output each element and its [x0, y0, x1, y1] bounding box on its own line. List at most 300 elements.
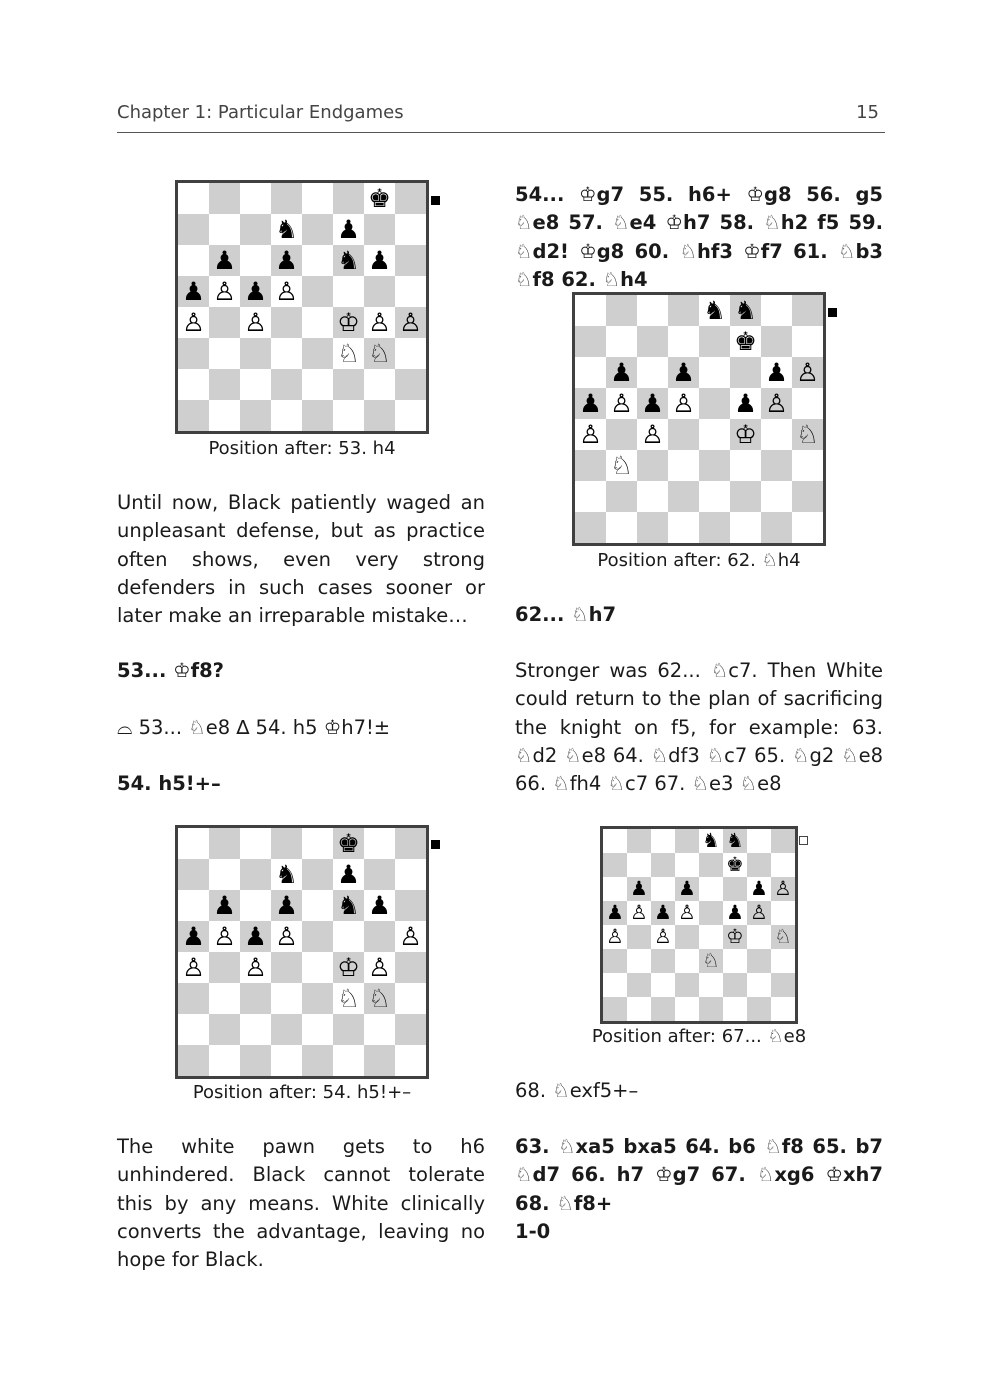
board-square-c1 [240, 400, 271, 431]
black-pawn-icon: ♟ [765, 356, 788, 387]
board-square-b4 [627, 925, 651, 949]
board-square-d4 [668, 419, 699, 450]
board-square-f7 [333, 214, 364, 245]
move-line: 53... ♔f8? [117, 659, 224, 682]
white-pawn-icon: ♙ [399, 920, 422, 951]
board-square-d6 [675, 877, 699, 901]
board-square-e7 [699, 853, 723, 877]
board-square-g4 [364, 952, 395, 983]
board-square-b6 [209, 245, 240, 276]
page-number: 15 [856, 102, 879, 123]
board-square-d8 [675, 829, 699, 853]
board-square-b5 [606, 388, 637, 419]
board-square-e3 [699, 450, 730, 481]
board-square-a3 [178, 338, 209, 369]
board-square-b2 [209, 1014, 240, 1045]
white-knight-icon: ♘ [337, 337, 360, 368]
paragraph: Stronger was 62... ♘c7. Then White could return to the plan of sacrificing the knight on f5, for example: 63. ♘d2 ♘e8 64. ♘df3 ♘c7 65. ♘g2 ♘e8 66. ♘fh4 ♘c7 67. ♘e3 ♘e8 [515, 659, 883, 796]
white-king-icon: ♔ [726, 925, 744, 949]
board-square-g1 [364, 400, 395, 431]
board-square-g7 [761, 326, 792, 357]
board-square-g6 [364, 890, 395, 921]
board-square-e1 [302, 400, 333, 431]
board-square-e7 [699, 326, 730, 357]
board-square-d8 [271, 183, 302, 214]
board-square-d4 [271, 307, 302, 338]
move-line: 62... ♘h7 [515, 603, 617, 626]
board-square-e8 [302, 183, 333, 214]
board-square-g1 [747, 997, 771, 1021]
board-square-c8 [637, 295, 668, 326]
board-square-a3 [603, 949, 627, 973]
board-square-g6 [364, 245, 395, 276]
board-square-a3 [575, 450, 606, 481]
board-square-c5 [240, 921, 271, 952]
board-square-b2 [606, 481, 637, 512]
board-square-e5 [699, 388, 730, 419]
white-knight-icon: ♘ [337, 982, 360, 1013]
board-square-c6 [651, 877, 675, 901]
black-knight-icon: ♞ [337, 889, 360, 920]
white-pawn-icon: ♙ [275, 275, 298, 306]
board-square-a8 [178, 828, 209, 859]
black-pawn-icon: ♟ [734, 387, 757, 418]
board-square-g8 [761, 295, 792, 326]
board-square-h1 [395, 1045, 426, 1076]
board-square-f5 [333, 921, 364, 952]
black-to-move-indicator [431, 840, 440, 849]
board-square-g3 [364, 338, 395, 369]
white-pawn-icon: ♙ [368, 951, 391, 982]
board-square-h6 [771, 877, 795, 901]
white-pawn-icon: ♙ [399, 306, 422, 337]
black-pawn-icon: ♟ [182, 920, 205, 951]
board-square-f8 [333, 828, 364, 859]
black-to-move-indicator [828, 308, 837, 317]
board-square-h8 [792, 295, 823, 326]
board-square-d7 [271, 859, 302, 890]
board-square-b8 [606, 295, 637, 326]
board-square-d3 [668, 450, 699, 481]
board-square-f4 [333, 307, 364, 338]
white-knight-icon: ♘ [702, 949, 720, 973]
board-square-a7 [178, 859, 209, 890]
board-square-e3 [302, 983, 333, 1014]
board-square-h2 [792, 481, 823, 512]
black-pawn-icon: ♟ [606, 901, 624, 925]
board-square-d4 [271, 952, 302, 983]
board-square-f8 [723, 829, 747, 853]
board-square-a4 [575, 419, 606, 450]
board-square-a8 [575, 295, 606, 326]
board-square-h2 [395, 369, 426, 400]
board-square-g5 [747, 901, 771, 925]
board-square-e4 [699, 925, 723, 949]
board-square-e6 [699, 877, 723, 901]
board-square-g2 [364, 1014, 395, 1045]
chapter-title: Chapter 1: Particular Endgames [117, 102, 404, 123]
board-square-g3 [761, 450, 792, 481]
board-square-b3 [209, 338, 240, 369]
board-square-e2 [699, 973, 723, 997]
board-square-h3 [395, 983, 426, 1014]
black-pawn-icon: ♟ [579, 387, 602, 418]
board-square-b4 [209, 307, 240, 338]
white-pawn-icon: ♙ [213, 275, 236, 306]
white-pawn-icon: ♙ [678, 901, 696, 925]
move-line: 68. ♘exf5+– [515, 1079, 639, 1102]
board-square-c3 [240, 338, 271, 369]
board-square-h7 [792, 326, 823, 357]
board-square-g2 [761, 481, 792, 512]
board-square-g6 [761, 357, 792, 388]
black-pawn-icon: ♟ [610, 356, 633, 387]
paragraph: The white pawn gets to h6 unhindered. Black cannot tolerate this by any means. White clinically converts the advantage, leaving no hope for Black. [117, 1135, 485, 1272]
board-square-c2 [240, 369, 271, 400]
black-pawn-icon: ♟ [630, 877, 648, 901]
board-square-e5 [699, 901, 723, 925]
board-square-d3 [675, 949, 699, 973]
board-square-f1 [730, 512, 761, 543]
board-square-c7 [637, 326, 668, 357]
board-square-d4 [675, 925, 699, 949]
board-square-e7 [302, 859, 333, 890]
board-square-h6 [395, 890, 426, 921]
board-square-d6 [271, 245, 302, 276]
board-square-c4 [651, 925, 675, 949]
board-square-h1 [771, 997, 795, 1021]
board-square-b6 [209, 890, 240, 921]
board-square-e2 [699, 481, 730, 512]
board-square-a5 [575, 388, 606, 419]
white-knight-icon: ♘ [368, 982, 391, 1013]
white-pawn-icon: ♙ [213, 920, 236, 951]
board-square-e8 [699, 295, 730, 326]
board-square-a7 [603, 853, 627, 877]
board-square-d5 [271, 276, 302, 307]
board-square-e8 [699, 829, 723, 853]
board-square-c2 [651, 973, 675, 997]
board-square-a1 [178, 400, 209, 431]
board-square-c1 [651, 997, 675, 1021]
board-square-c1 [637, 512, 668, 543]
board-square-b7 [209, 859, 240, 890]
board-square-e1 [699, 512, 730, 543]
board-square-d7 [675, 853, 699, 877]
board-square-b5 [209, 921, 240, 952]
paragraph: Until now, Black patiently waged an unpleasant defense, but as practice often shows, even very strong defenders in such cases sooner or later make an irreparable mistake… [117, 491, 485, 628]
white-knight-icon: ♘ [774, 925, 792, 949]
white-knight-icon: ♘ [796, 418, 819, 449]
board-square-g8 [364, 183, 395, 214]
diagram-caption: Position after: 67... ♘e8 [591, 1026, 807, 1047]
board-square-c6 [240, 890, 271, 921]
board-square-e2 [302, 1014, 333, 1045]
board-square-f1 [333, 400, 364, 431]
board-square-e6 [302, 890, 333, 921]
board-square-f7 [730, 326, 761, 357]
black-pawn-icon: ♟ [368, 889, 391, 920]
black-pawn-icon: ♟ [182, 275, 205, 306]
board-square-e6 [699, 357, 730, 388]
board-square-g2 [747, 973, 771, 997]
board-square-e7 [302, 214, 333, 245]
board-square-d3 [271, 338, 302, 369]
black-pawn-icon: ♟ [641, 387, 664, 418]
board-square-h3 [395, 338, 426, 369]
board-square-a1 [575, 512, 606, 543]
white-knight-icon: ♘ [610, 449, 633, 480]
board-square-f5 [333, 276, 364, 307]
board-square-a4 [603, 925, 627, 949]
white-pawn-icon: ♙ [275, 920, 298, 951]
board-square-f6 [730, 357, 761, 388]
board-square-g6 [747, 877, 771, 901]
board-square-c3 [637, 450, 668, 481]
board-square-f6 [333, 245, 364, 276]
board-square-b6 [606, 357, 637, 388]
board-square-e4 [699, 419, 730, 450]
board-square-c8 [651, 829, 675, 853]
board-square-h3 [792, 450, 823, 481]
board-square-g3 [747, 949, 771, 973]
board-square-f8 [333, 183, 364, 214]
board-square-f2 [723, 973, 747, 997]
board-square-g8 [364, 828, 395, 859]
board-square-g4 [747, 925, 771, 949]
board-square-b8 [209, 183, 240, 214]
board-square-b5 [209, 276, 240, 307]
board-square-d6 [668, 357, 699, 388]
board-square-a4 [178, 307, 209, 338]
board-square-h4 [395, 952, 426, 983]
board-square-h7 [395, 214, 426, 245]
board-square-g8 [747, 829, 771, 853]
board-square-c4 [240, 952, 271, 983]
board-square-b7 [627, 853, 651, 877]
board-square-e1 [302, 1045, 333, 1076]
board-square-h8 [395, 828, 426, 859]
board-square-a2 [178, 1014, 209, 1045]
board-square-f6 [333, 890, 364, 921]
board-square-b5 [627, 901, 651, 925]
board-square-h4 [792, 419, 823, 450]
black-pawn-icon: ♟ [244, 920, 267, 951]
board-square-c2 [637, 481, 668, 512]
black-pawn-icon: ♟ [244, 275, 267, 306]
board-square-h5 [395, 276, 426, 307]
board-square-e4 [302, 307, 333, 338]
board-square-g4 [364, 307, 395, 338]
black-pawn-icon: ♟ [275, 889, 298, 920]
black-pawn-icon: ♟ [337, 858, 360, 889]
board-square-h6 [395, 245, 426, 276]
board-square-c7 [240, 214, 271, 245]
black-pawn-icon: ♟ [750, 877, 768, 901]
chess-diagram [175, 180, 429, 434]
board-square-d2 [271, 1014, 302, 1045]
board-square-c6 [637, 357, 668, 388]
white-pawn-icon: ♙ [606, 925, 624, 949]
black-to-move-indicator [431, 196, 440, 205]
board-square-g7 [364, 214, 395, 245]
board-square-f7 [333, 859, 364, 890]
black-king-icon: ♚ [734, 325, 757, 356]
black-pawn-icon: ♟ [672, 356, 695, 387]
board-square-d6 [271, 890, 302, 921]
board-square-h1 [395, 400, 426, 431]
board-square-e3 [699, 949, 723, 973]
board-square-d2 [668, 481, 699, 512]
black-pawn-icon: ♟ [213, 244, 236, 275]
board-square-a5 [178, 921, 209, 952]
white-pawn-icon: ♙ [750, 901, 768, 925]
board-square-a3 [178, 983, 209, 1014]
board-square-h5 [395, 921, 426, 952]
black-knight-icon: ♞ [275, 858, 298, 889]
board-square-h4 [395, 307, 426, 338]
board-square-c5 [651, 901, 675, 925]
white-pawn-icon: ♙ [796, 356, 819, 387]
page-header [117, 100, 885, 133]
board-square-e5 [302, 276, 333, 307]
black-knight-icon: ♞ [734, 294, 757, 325]
board-square-a5 [178, 276, 209, 307]
board-square-h7 [771, 853, 795, 877]
board-square-d2 [271, 369, 302, 400]
board-square-g5 [364, 921, 395, 952]
board-square-b4 [606, 419, 637, 450]
board-square-f6 [723, 877, 747, 901]
board-square-e2 [302, 369, 333, 400]
board-square-c2 [240, 1014, 271, 1045]
board-square-f1 [723, 997, 747, 1021]
board-square-a1 [178, 1045, 209, 1076]
board-square-d5 [271, 921, 302, 952]
board-square-g5 [364, 276, 395, 307]
board-square-h3 [771, 949, 795, 973]
board-square-b6 [627, 877, 651, 901]
board-square-a6 [575, 357, 606, 388]
white-pawn-icon: ♙ [244, 306, 267, 337]
white-pawn-icon: ♙ [579, 418, 602, 449]
black-king-icon: ♚ [726, 853, 744, 877]
board-square-h5 [771, 901, 795, 925]
white-pawn-icon: ♙ [244, 951, 267, 982]
board-square-a7 [178, 214, 209, 245]
board-square-c8 [240, 828, 271, 859]
black-knight-icon: ♞ [275, 213, 298, 244]
board-square-e8 [302, 828, 333, 859]
diagram-caption: Position after: 53. h4 [208, 438, 396, 459]
board-square-h2 [395, 1014, 426, 1045]
board-square-d7 [668, 326, 699, 357]
board-square-a6 [178, 245, 209, 276]
black-pawn-icon: ♟ [368, 244, 391, 275]
board-square-d1 [271, 400, 302, 431]
black-knight-icon: ♞ [703, 294, 726, 325]
board-square-b2 [209, 369, 240, 400]
board-square-g7 [364, 859, 395, 890]
board-square-f5 [723, 901, 747, 925]
white-king-icon: ♔ [734, 418, 757, 449]
board-square-a6 [603, 877, 627, 901]
black-pawn-icon: ♟ [213, 889, 236, 920]
board-square-f3 [723, 949, 747, 973]
board-square-h4 [771, 925, 795, 949]
board-square-f4 [723, 925, 747, 949]
board-square-c7 [240, 859, 271, 890]
black-king-icon: ♚ [368, 182, 391, 213]
black-pawn-icon: ♟ [337, 213, 360, 244]
move-sequence: 63. ♘xa5 bxa5 64. b6 ♘f8 65. b7 ♘d7 66. h7 ♔g7 67. ♘xg6 ♔xh7 68. ♘f8+ [515, 1135, 883, 1215]
board-square-f5 [730, 388, 761, 419]
white-pawn-icon: ♙ [774, 877, 792, 901]
board-square-a8 [178, 183, 209, 214]
board-square-d5 [675, 901, 699, 925]
board-square-b1 [209, 1045, 240, 1076]
board-square-f8 [730, 295, 761, 326]
board-square-g1 [761, 512, 792, 543]
board-square-d7 [271, 214, 302, 245]
white-pawn-icon: ♙ [610, 387, 633, 418]
board-square-d2 [675, 973, 699, 997]
board-square-d5 [668, 388, 699, 419]
white-pawn-icon: ♙ [672, 387, 695, 418]
board-square-h7 [395, 859, 426, 890]
game-result: 1-0 [515, 1220, 551, 1243]
white-pawn-icon: ♙ [765, 387, 788, 418]
board-square-c3 [651, 949, 675, 973]
board-square-f2 [333, 1014, 364, 1045]
board-square-c5 [240, 276, 271, 307]
board-square-e4 [302, 952, 333, 983]
board-square-c6 [240, 245, 271, 276]
board-square-b8 [627, 829, 651, 853]
board-square-d3 [271, 983, 302, 1014]
board-square-b3 [606, 450, 637, 481]
board-square-a2 [575, 481, 606, 512]
board-square-f1 [333, 1045, 364, 1076]
board-square-a1 [603, 997, 627, 1021]
board-square-d8 [271, 828, 302, 859]
board-square-a4 [178, 952, 209, 983]
board-square-h6 [792, 357, 823, 388]
board-square-b1 [606, 512, 637, 543]
white-pawn-icon: ♙ [654, 925, 672, 949]
board-square-c3 [240, 983, 271, 1014]
white-pawn-icon: ♙ [182, 951, 205, 982]
board-square-e1 [699, 997, 723, 1021]
white-king-icon: ♔ [337, 951, 360, 982]
board-square-c7 [651, 853, 675, 877]
diagram-caption: Position after: 54. h5!+– [192, 1082, 412, 1103]
board-square-b7 [606, 326, 637, 357]
board-square-e6 [302, 245, 333, 276]
board-square-b7 [209, 214, 240, 245]
black-knight-icon: ♞ [726, 829, 744, 853]
board-square-g1 [364, 1045, 395, 1076]
board-square-h8 [771, 829, 795, 853]
board-square-a6 [178, 890, 209, 921]
board-square-f3 [333, 983, 364, 1014]
black-knight-icon: ♞ [702, 829, 720, 853]
board-square-h2 [771, 973, 795, 997]
board-square-g2 [364, 369, 395, 400]
chess-diagram [572, 292, 826, 546]
board-square-d1 [675, 997, 699, 1021]
white-pawn-icon: ♙ [368, 306, 391, 337]
